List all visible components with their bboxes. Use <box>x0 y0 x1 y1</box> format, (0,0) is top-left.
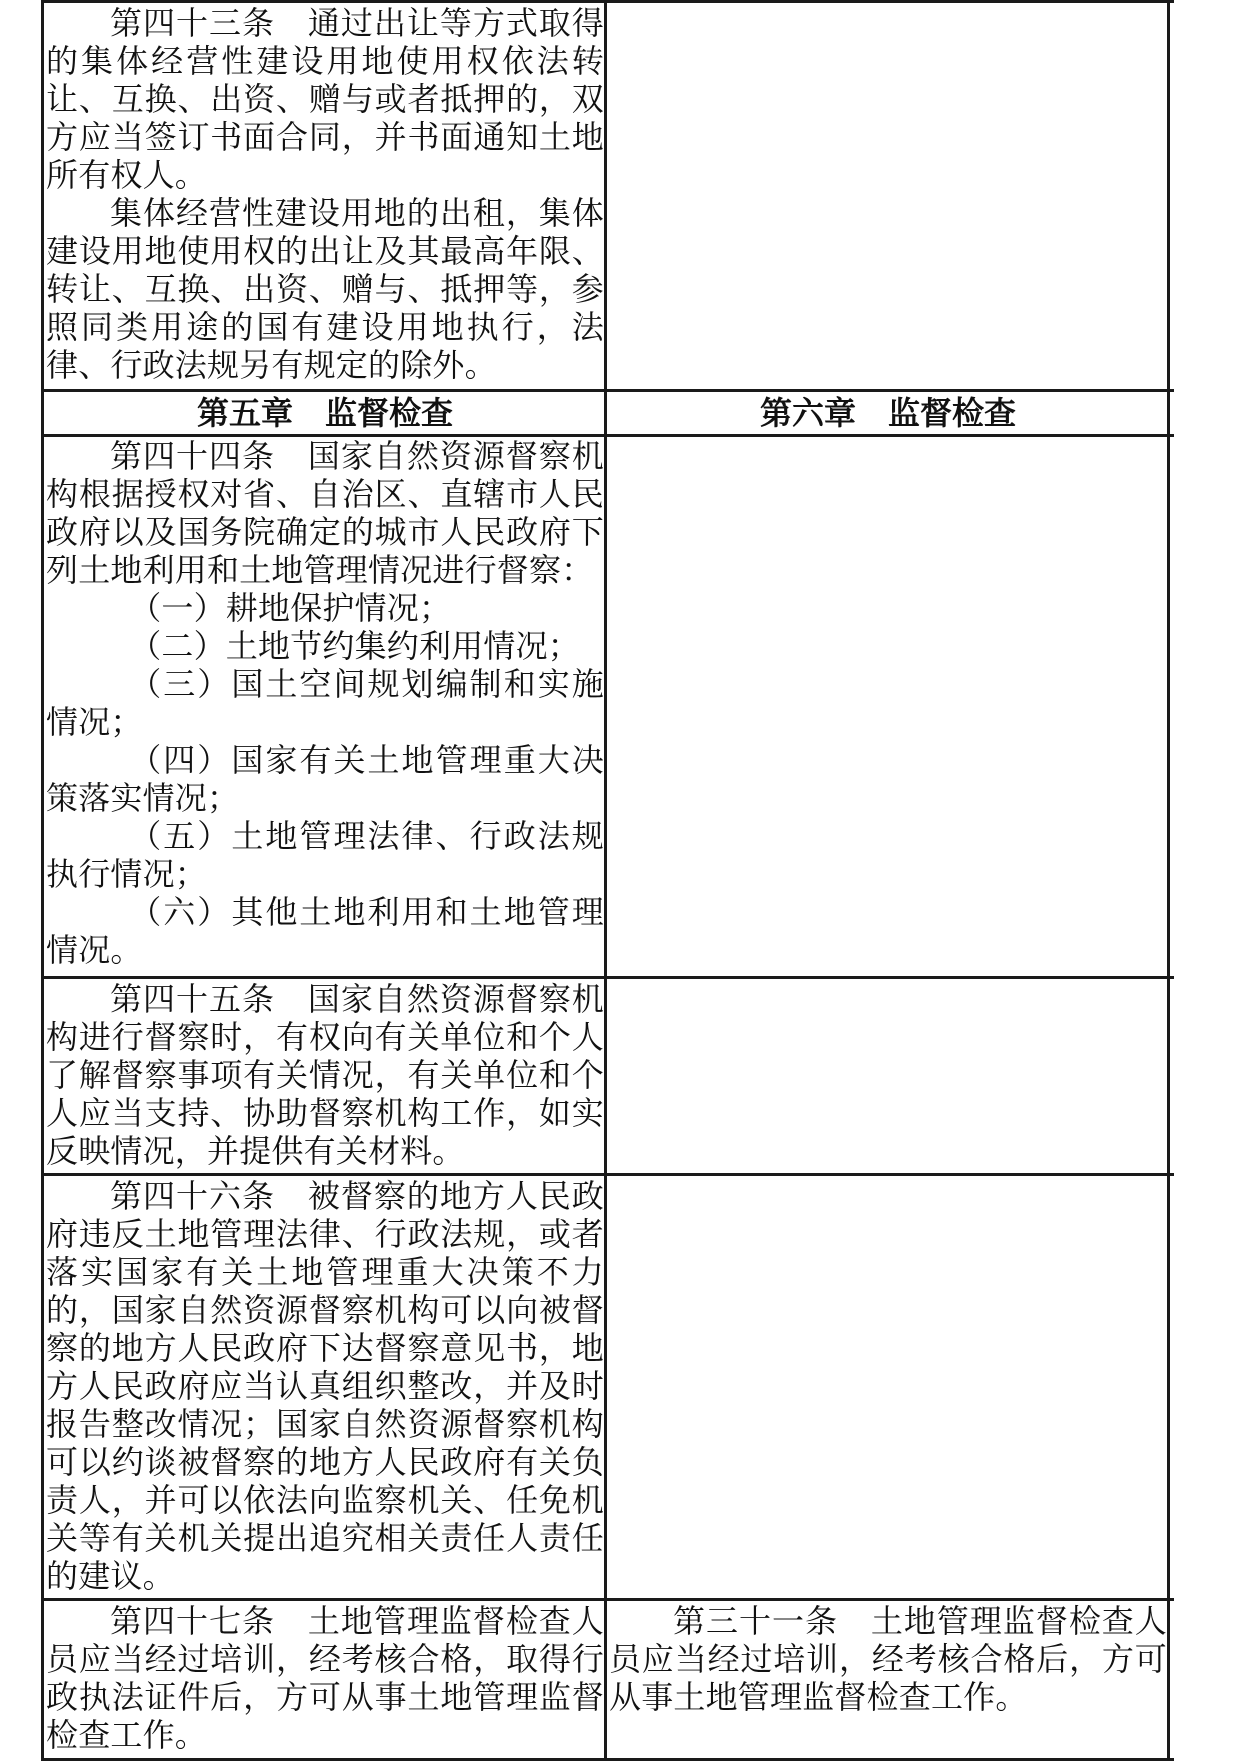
article-45-cell <box>46 980 604 1172</box>
row-divider <box>43 0 1174 3</box>
table-column-divider <box>604 0 607 1761</box>
empty-right-cell <box>609 4 1167 388</box>
article-44-intro: 第四十四条 国家自然资源督察机构根据授权对省、自治区、直辖市人民政府以及国务院确定的城市人民政府下列土地利用和土地管理情况进行督察： <box>46 437 604 589</box>
table-border-right <box>1167 0 1170 1761</box>
article-44-item-5: （五）土地管理法律、行政法规执行情况； <box>46 817 604 893</box>
article-44-item-4: （四）国家有关土地管理重大决策落实情况； <box>46 741 604 817</box>
table-border-left <box>41 0 44 1761</box>
article-44-item-2: （二）土地节约集约利用情况； <box>129 627 580 665</box>
row-divider <box>43 976 1174 979</box>
article-45-text: 第四十五条 国家自然资源督察机构进行督察时，有权向有关单位和个人了解督察事项有关情况，有关单位和个人应当支持、协助督察机构工作，如实反映情况，并提供有关材料。 <box>46 980 604 1170</box>
article-44-item-3: （三）国土空间规划编制和实施情况； <box>46 665 604 741</box>
row-divider <box>43 1598 1174 1601</box>
article-46-text: 第四十六条 被督察的地方人民政府违反土地管理法律、行政法规，或者落实国家有关土地管理重大决策不力的，国家自然资源督察机构可以向被督察的地方人民政府下达督察意见书，地方人民政府应当认真组织整改，并及时报告整改情况；国家自然资源督察机构可以约谈被督察的地方人民政府有关负责人，并可以依法向监察机关、任免机关等有关机关提出追究相关责任人责任的建议。 <box>46 1177 604 1595</box>
article-43-para-2: 集体经营性建设用地的出租，集体建设用地使用权的出让及其最高年限、转让、互换、出资、赠与、抵押等，参照同类用途的国有建设用地执行，法律、行政法规另有规定的除外。 <box>46 194 604 384</box>
article-43-cell <box>46 4 604 388</box>
article-47-text: 第四十七条 土地管理监督检查人员应当经过培训，经考核合格，取得行政执法证件后，方可从事土地管理监督检查工作。 <box>46 1602 604 1754</box>
article-44-cell <box>46 437 604 975</box>
row-divider <box>43 1173 1174 1176</box>
article-31-old-text: 第三十一条 土地管理监督检查人员应当经过培训，经考核合格后，方可从事土地管理监督检查工作。 <box>609 1602 1167 1716</box>
empty-right-cell <box>609 1177 1167 1597</box>
article-43-para-1: 第四十三条 通过出让等方式取得的集体经营性建设用地使用权依法转让、互换、出资、赠与或者抵押的，双方应当签订书面合同，并书面通知土地所有权人。 <box>46 4 604 194</box>
chapter-heading-old: 第六章 监督检查 <box>759 393 1016 432</box>
chapter-heading-new: 第五章 监督检查 <box>196 393 453 432</box>
empty-right-cell <box>609 980 1167 1172</box>
article-44-item-6: （六）其他土地利用和土地管理情况。 <box>46 893 604 969</box>
article-47-cell <box>46 1602 604 1758</box>
article-46-cell <box>46 1177 604 1597</box>
empty-right-cell <box>609 437 1167 975</box>
article-31-old-cell <box>609 1602 1167 1758</box>
article-44-item-1: （一）耕地保护情况； <box>129 589 452 627</box>
